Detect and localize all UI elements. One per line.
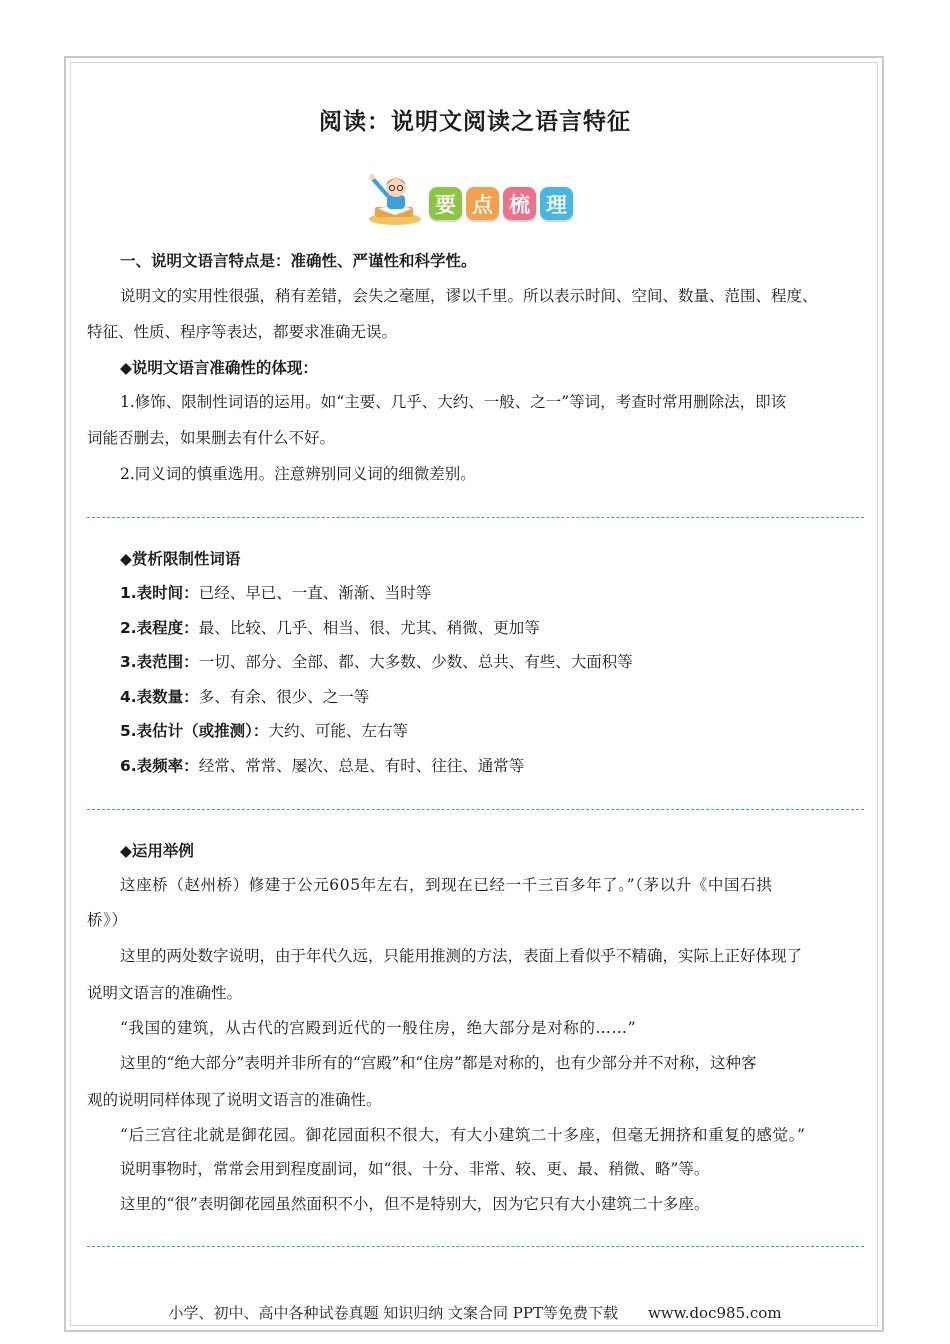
section2-heading: ◆赏析限制性词语: [120, 550, 241, 568]
example-explanation-line: 这里的两处数字说明，由于年代久远，只能用推测的方法，表面上看似乎不精确，实际上正好体现了: [120, 947, 803, 965]
item-label: 3.表范围：: [120, 653, 199, 671]
section1-item1-line: 词能否删去，如果删去有什么不好。: [87, 429, 336, 447]
example-explanation-line: 这里的“绝大部分”表明并非所有的“宫殿”和“住房”都是对称的，也有少部分并不对称，这种客: [120, 1054, 757, 1072]
item-label: 1.表时间：: [120, 584, 199, 602]
restrictive-word-item: [120, 582, 431, 604]
banner-tile: 理: [540, 187, 573, 220]
example-explanation: 这里的“很”表明御花园虽然面积不小，但不是特别大，因为它只有大小建筑二十多座。: [120, 1195, 710, 1213]
item-text: 一切、部分、全部、都、大多数、少数、总共、有些、大面积等: [198, 653, 633, 671]
key-points-banner: [365, 171, 585, 227]
restrictive-word-item: [120, 686, 369, 708]
section1-item1-line: 1.修饰、限制性词语的运用。如“主要、几乎、大约、一般、之一”等词，考查时常用删除法，即该: [120, 393, 787, 411]
banner-tile: 梳: [503, 187, 536, 220]
section3-heading: ◆运用举例: [120, 842, 194, 860]
section1-paragraph-line: 特征、性质、程序等表达，都要求准确无误。: [87, 323, 398, 341]
banner-tiles: [429, 187, 573, 220]
example-quote-line: 这座桥（赵州桥）修建于公元605年左右，到现在已经一千三百多年了。”（茅以升《中国石拱: [120, 876, 773, 894]
restrictive-word-item: [120, 755, 524, 777]
item-label: 5.表估计（或推测）：: [120, 722, 269, 740]
section1-paragraph-line: 说明文的实用性很强，稍有差错，会失之毫厘，谬以千里。所以表示时间、空间、数量、范围、程度、: [120, 287, 818, 305]
example-explanation: 说明事物时，常常会用到程度副词，如“很、十分、非常、较、更、最、稍微、略”等。: [120, 1160, 710, 1178]
section-divider: [87, 1246, 864, 1247]
banner-tile: 点: [466, 187, 499, 220]
example-quote-line: 桥》）: [87, 911, 128, 929]
example-quote: “我国的建筑，从古代的宫殿到近代的一般住房，绝大部分是对称的……”: [120, 1019, 637, 1037]
section-divider: [87, 517, 864, 518]
item-label: 6.表频率：: [120, 757, 199, 775]
restrictive-word-item: [120, 720, 408, 742]
item-text: 已经、早已、一直、渐渐、当时等: [198, 584, 432, 602]
page-title: 阅读：说明文阅读之语言特征: [319, 109, 631, 135]
item-text: 经常、常常、屡次、总是、有时、往往、通常等: [198, 757, 525, 775]
section1-subheading: ◆说明文语言准确性的体现：: [120, 359, 318, 377]
example-quote: “后三宫往北就是御花园。御花园面积不很大，有大小建筑二十多座，但毫无拥挤和重复的感觉。”: [120, 1126, 806, 1144]
section1-item2: 2.同义词的慎重选用。注意辨别同义词的细微差别。: [120, 465, 476, 483]
restrictive-word-item: [120, 651, 633, 673]
restrictive-word-item: [120, 617, 540, 639]
item-text: 多、有余、很少、之一等: [198, 688, 370, 706]
item-label: 4.表数量：: [120, 688, 199, 706]
example-explanation-line: 观的说明同样体现了说明文语言的准确性。: [87, 1091, 382, 1109]
banner-tile: 要: [429, 187, 462, 220]
item-text: 大约、可能、左右等: [268, 722, 408, 740]
section-divider: [87, 809, 864, 810]
example-explanation-line: 说明文语言的准确性。: [87, 984, 243, 1002]
page-footer: 小学、初中、高中各种试卷真题 知识归纳 文案合同 PPT等免费下载 www.doc985.com: [168, 1304, 782, 1322]
section1-heading: 一、说明文语言特点是：准确性、严谨性和科学性。: [120, 252, 477, 270]
item-label: 2.表程度：: [120, 619, 199, 637]
item-text: 最、比较、几乎、相当、很、尤其、稍微、更加等: [198, 619, 540, 637]
student-reading-icon: [365, 171, 425, 227]
